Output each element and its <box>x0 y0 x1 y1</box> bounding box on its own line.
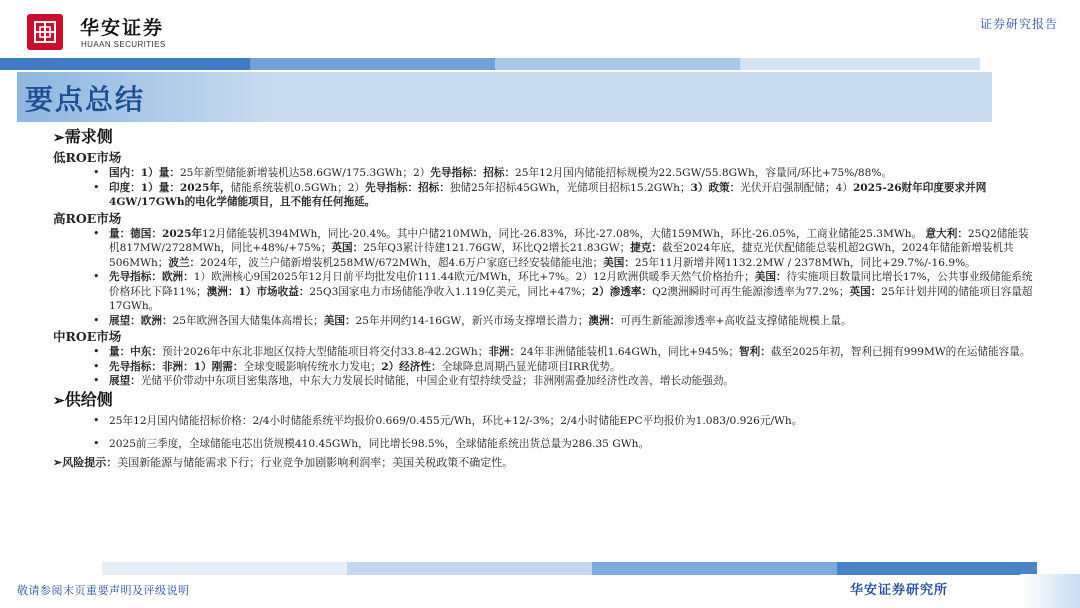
footer-institute: 华安证券研究所 <box>849 583 948 598</box>
footer-bar-3 <box>592 562 837 575</box>
brand-name-cn: 华安证券 <box>80 17 165 39</box>
list-item: • 先导指标：欧洲：1）欧洲核心9国2025年12月日前平均批发电价111.44欧元/MWh，环比+7%。2）12月欧洲供暖季天然气价格抬升；美国：待实施项目数量同比增长17%，公共事业级储能系统价格环比下降11%；澳洲：1）市场收益：25Q3国家电力市场储能净收入1.119亿美元，同比+47%；2）渗透率：Q2澳洲瞬时可再生能源渗透率为77.2%；英国：25年计划并网的储能项目容量超17GWh。 <box>53 270 1033 314</box>
mid-roe-list <box>53 345 1033 389</box>
mid-roe-heading: 中ROE市场 <box>53 329 122 344</box>
logo-mark-icon <box>33 20 57 44</box>
brand-logo <box>27 14 63 50</box>
demand-heading: ➢需求侧 <box>53 127 113 146</box>
list-item: • 量：中东：预计2026年中东北非地区仅持大型储能项目将交付33.8-42.2GWh；非洲：24年非洲储能装机1.64GWh，同比+945%；智利：截至2025年初，智利已拥有999MW的在运储能容量。 <box>53 345 1033 360</box>
arrow-icon: ➢ <box>53 392 65 409</box>
page-title: 要点总结 <box>25 83 146 116</box>
list-item: • 量：德国：2025年12月储能装机394MWh，同比-20.4%。其中户储210MWh，同比-26.83%，环比-27.08%，大储159MWh，环比-26.05%，工商业储能25.3MWh。 意大利：25Q2储能装机817MW/2728MWh，同比+48%/+75%；英国：25年Q3累计待建121.76GW，环比Q2增长21.83GW；捷克：截至2024年底，捷克光伏配储能总装机超2GWh，2024年储能新增装机共506MWh；波兰：2024年，波兰户储新增装机258MW/672MWh，超4.6万户家庭已经安装储能电池；美国：25年11月新增并网1132.2MW / 2378MWh，同比+29.7%/-16.9%。 <box>53 227 1033 271</box>
list-item: • 25年12月国内储能招标价格：2/4小时储能系统平均报价0.669/0.455元/Wh，环比+12/-3%；2/4小时储能EPC平均报价为1.083/0.926元/Wh。 <box>53 414 1033 429</box>
report-type-label: 证券研究报告 <box>979 17 1058 31</box>
title-banner <box>17 72 992 122</box>
low-roe-list <box>53 166 1033 210</box>
header-bar-3 <box>495 58 740 70</box>
header-bar-2 <box>250 58 495 70</box>
arrow-icon: ➢ <box>53 455 63 469</box>
footer-fade <box>1020 574 1080 608</box>
low-roe-heading: 低ROE市场 <box>53 150 122 165</box>
footer-bar-1 <box>102 562 347 575</box>
high-roe-heading: 高ROE市场 <box>53 210 122 226</box>
arrow-icon: ➢ <box>53 130 65 146</box>
main-content <box>53 126 1033 471</box>
header-bar-4 <box>740 58 980 70</box>
list-item: • 先导指标：非洲：1）刚需：全球变暖影响传统水力发电；2）经济性：全球降息周期凸显光储项目IRR优势。 <box>53 360 1033 375</box>
list-item: • 展望：欧洲：25年欧洲各国大储集体高增长；美国：25年并网约14-16GW，新兴市场支撑增长潜力；澳洲：可再生新能源渗透率+高收益支撑储能规模上量。 <box>53 314 1033 329</box>
list-item: • 展望：光储平价带动中东项目密集落地，中东大力发展长时储能，中国企业有望持续受益；非洲刚需叠加经济性改善，增长动能强劲。 <box>53 374 1033 389</box>
risk-note: ➢风险提示：美国新能源与储能需求下行；行业竞争加剧影响利润率；美国关税政策不确定性。 <box>53 455 514 469</box>
footer-disclaimer: 敬请参阅末页重要声明及评级说明 <box>17 584 190 597</box>
supply-list <box>53 414 1033 452</box>
list-item: • 印度：1）量：2025年，储能系统装机0.5GWh；2）先导指标：招标：独储25年招标45GWh，光储项目招标15.2GWh；3）政策：光伏开启强制配储；4）2025-26财年印度要求并网4GW/17GWh的电化学储能项目，且不能有任何拖延。 <box>53 181 1033 210</box>
footer-bar-4 <box>837 562 1037 575</box>
list-item: • 国内：1）量：25年新型储能新增装机达58.6GW/175.3GWh；2）先导指标：招标：25年12月国内储能招标规模为22.5GW/55.8GWh，容量同/环比+75%/88%。 <box>53 166 1033 181</box>
header-bar-1 <box>0 58 250 70</box>
supply-heading: ➢供给侧 <box>53 389 113 409</box>
brand-name-en: HUAAN SECURITIES <box>81 40 166 49</box>
list-item: • 2025前三季度，全球储能电芯出货规模410.45GWh，同比增长98.5%，全球储能系统出货总量为286.35 GWh。 <box>53 437 1033 452</box>
footer-bar-2 <box>347 562 592 575</box>
high-roe-list <box>53 227 1033 329</box>
